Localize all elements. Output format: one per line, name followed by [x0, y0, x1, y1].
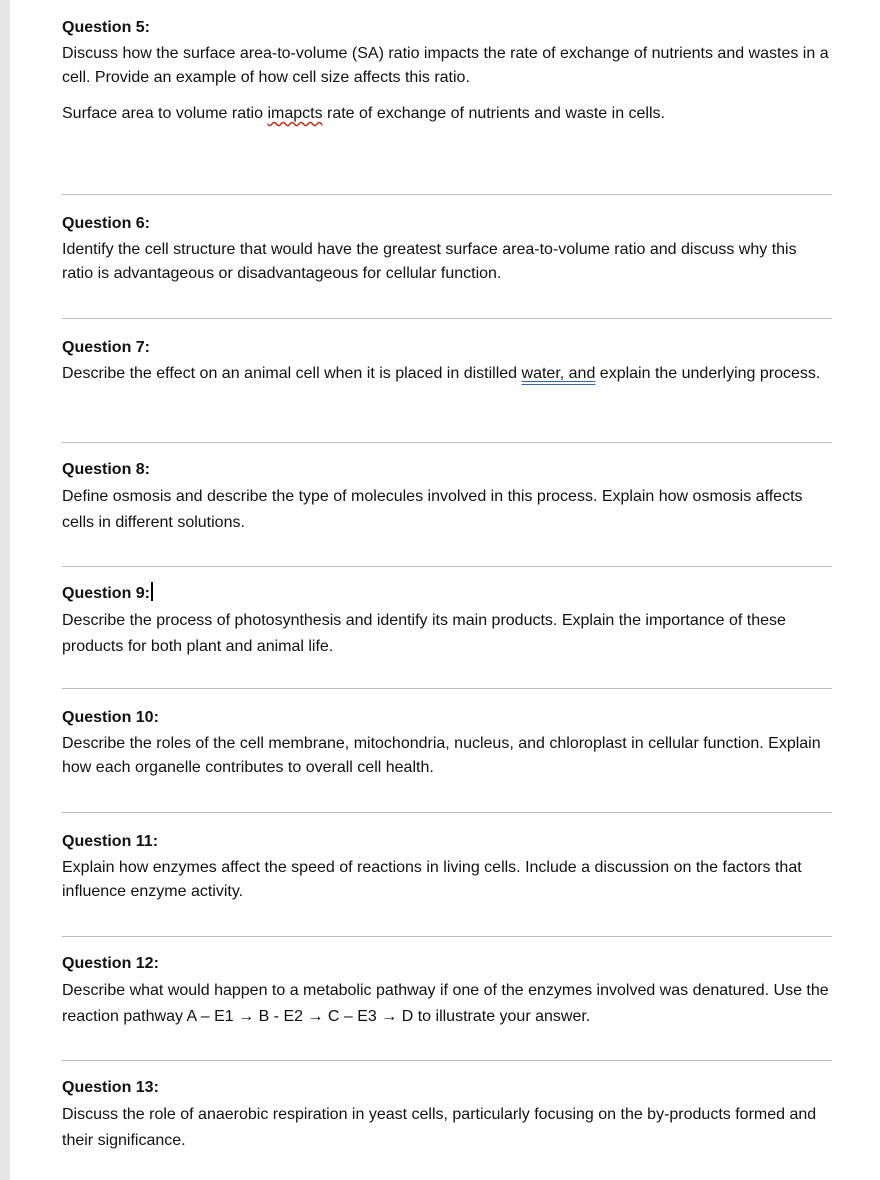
answer-text[interactable]: [62, 102, 832, 126]
answer-text-end: rate of exchange of nutrients and waste in cells.: [322, 105, 665, 122]
question-13: [62, 1076, 832, 1154]
question-7: [62, 336, 832, 386]
divider: [62, 318, 832, 319]
answer-text-start: Surface area to volume ratio: [62, 105, 268, 122]
question-title: Question 11:: [62, 833, 159, 850]
question-title: Question 13:: [62, 1079, 159, 1096]
question-9: [62, 582, 832, 660]
question-6: [62, 212, 832, 286]
question-text-end: explain the underlying process.: [595, 365, 821, 382]
question-text: Explain how enzymes affect the speed of reactions in living cells. Include a discussion on the factors that influence enzyme activity.: [62, 859, 802, 900]
divider: [62, 936, 832, 937]
grammar-suggestion[interactable]: water, and: [521, 365, 596, 382]
divider: [62, 566, 832, 567]
divider: [62, 1060, 832, 1061]
question-title: Question 10:: [62, 709, 159, 726]
question-text: Discuss how the surface area-to-volume (SA) ratio impacts the rate of exchange of nutrients and wastes in a cell. Provide an example of how cell size affects this ratio.: [62, 45, 829, 86]
text-cursor: [151, 582, 153, 601]
document-page[interactable]: [10, 0, 880, 1180]
question-text: Describe the roles of the cell membrane, mitochondria, nucleus, and chloroplast in cellular function. Explain how each organelle contributes to overall cell health.: [62, 735, 821, 776]
divider: [62, 812, 832, 813]
question-text: [62, 362, 832, 386]
question-title: Question 7:: [62, 339, 151, 356]
question-text: Define osmosis and describe the type of molecules involved in this process. Explain how osmosis affects cells in different solutions.: [62, 488, 803, 531]
divider: [62, 442, 832, 443]
spelling-error[interactable]: imapcts: [267, 105, 323, 122]
question-12: [62, 952, 832, 1030]
question-text: Identify the cell structure that would have the greatest surface area-to-volume ratio and discuss why this ratio is advantageous or disadvantageous for cellular function.: [62, 241, 797, 282]
question-text: Discuss the role of anaerobic respiration in yeast cells, particularly focusing on the by-products formed and their significance.: [62, 1106, 817, 1149]
question-title: Question 12:: [62, 955, 159, 972]
question-text: Describe what would happen to a metabolic pathway if one of the enzymes involved was denatured. Use the reaction pathway A – E1 → B - E2 → C – E3 → D to illustrate your answer.: [62, 982, 829, 1025]
question-11: [62, 830, 832, 904]
divider: [62, 194, 832, 195]
question-8: [62, 458, 832, 536]
question-text: Describe the process of photosynthesis and identify its main products. Explain the importance of these products for both plant and animal life.: [62, 612, 786, 655]
divider: [62, 688, 832, 689]
question-title: Question 8:: [62, 461, 151, 478]
question-title: Question 6:: [62, 215, 151, 232]
question-10: [62, 706, 832, 780]
question-title: Question 9:: [62, 582, 832, 606]
question-title: Question 5:: [62, 19, 151, 36]
question-5: [62, 16, 832, 90]
question-text-start: Describe the effect on an animal cell when it is placed in distilled: [62, 365, 522, 382]
